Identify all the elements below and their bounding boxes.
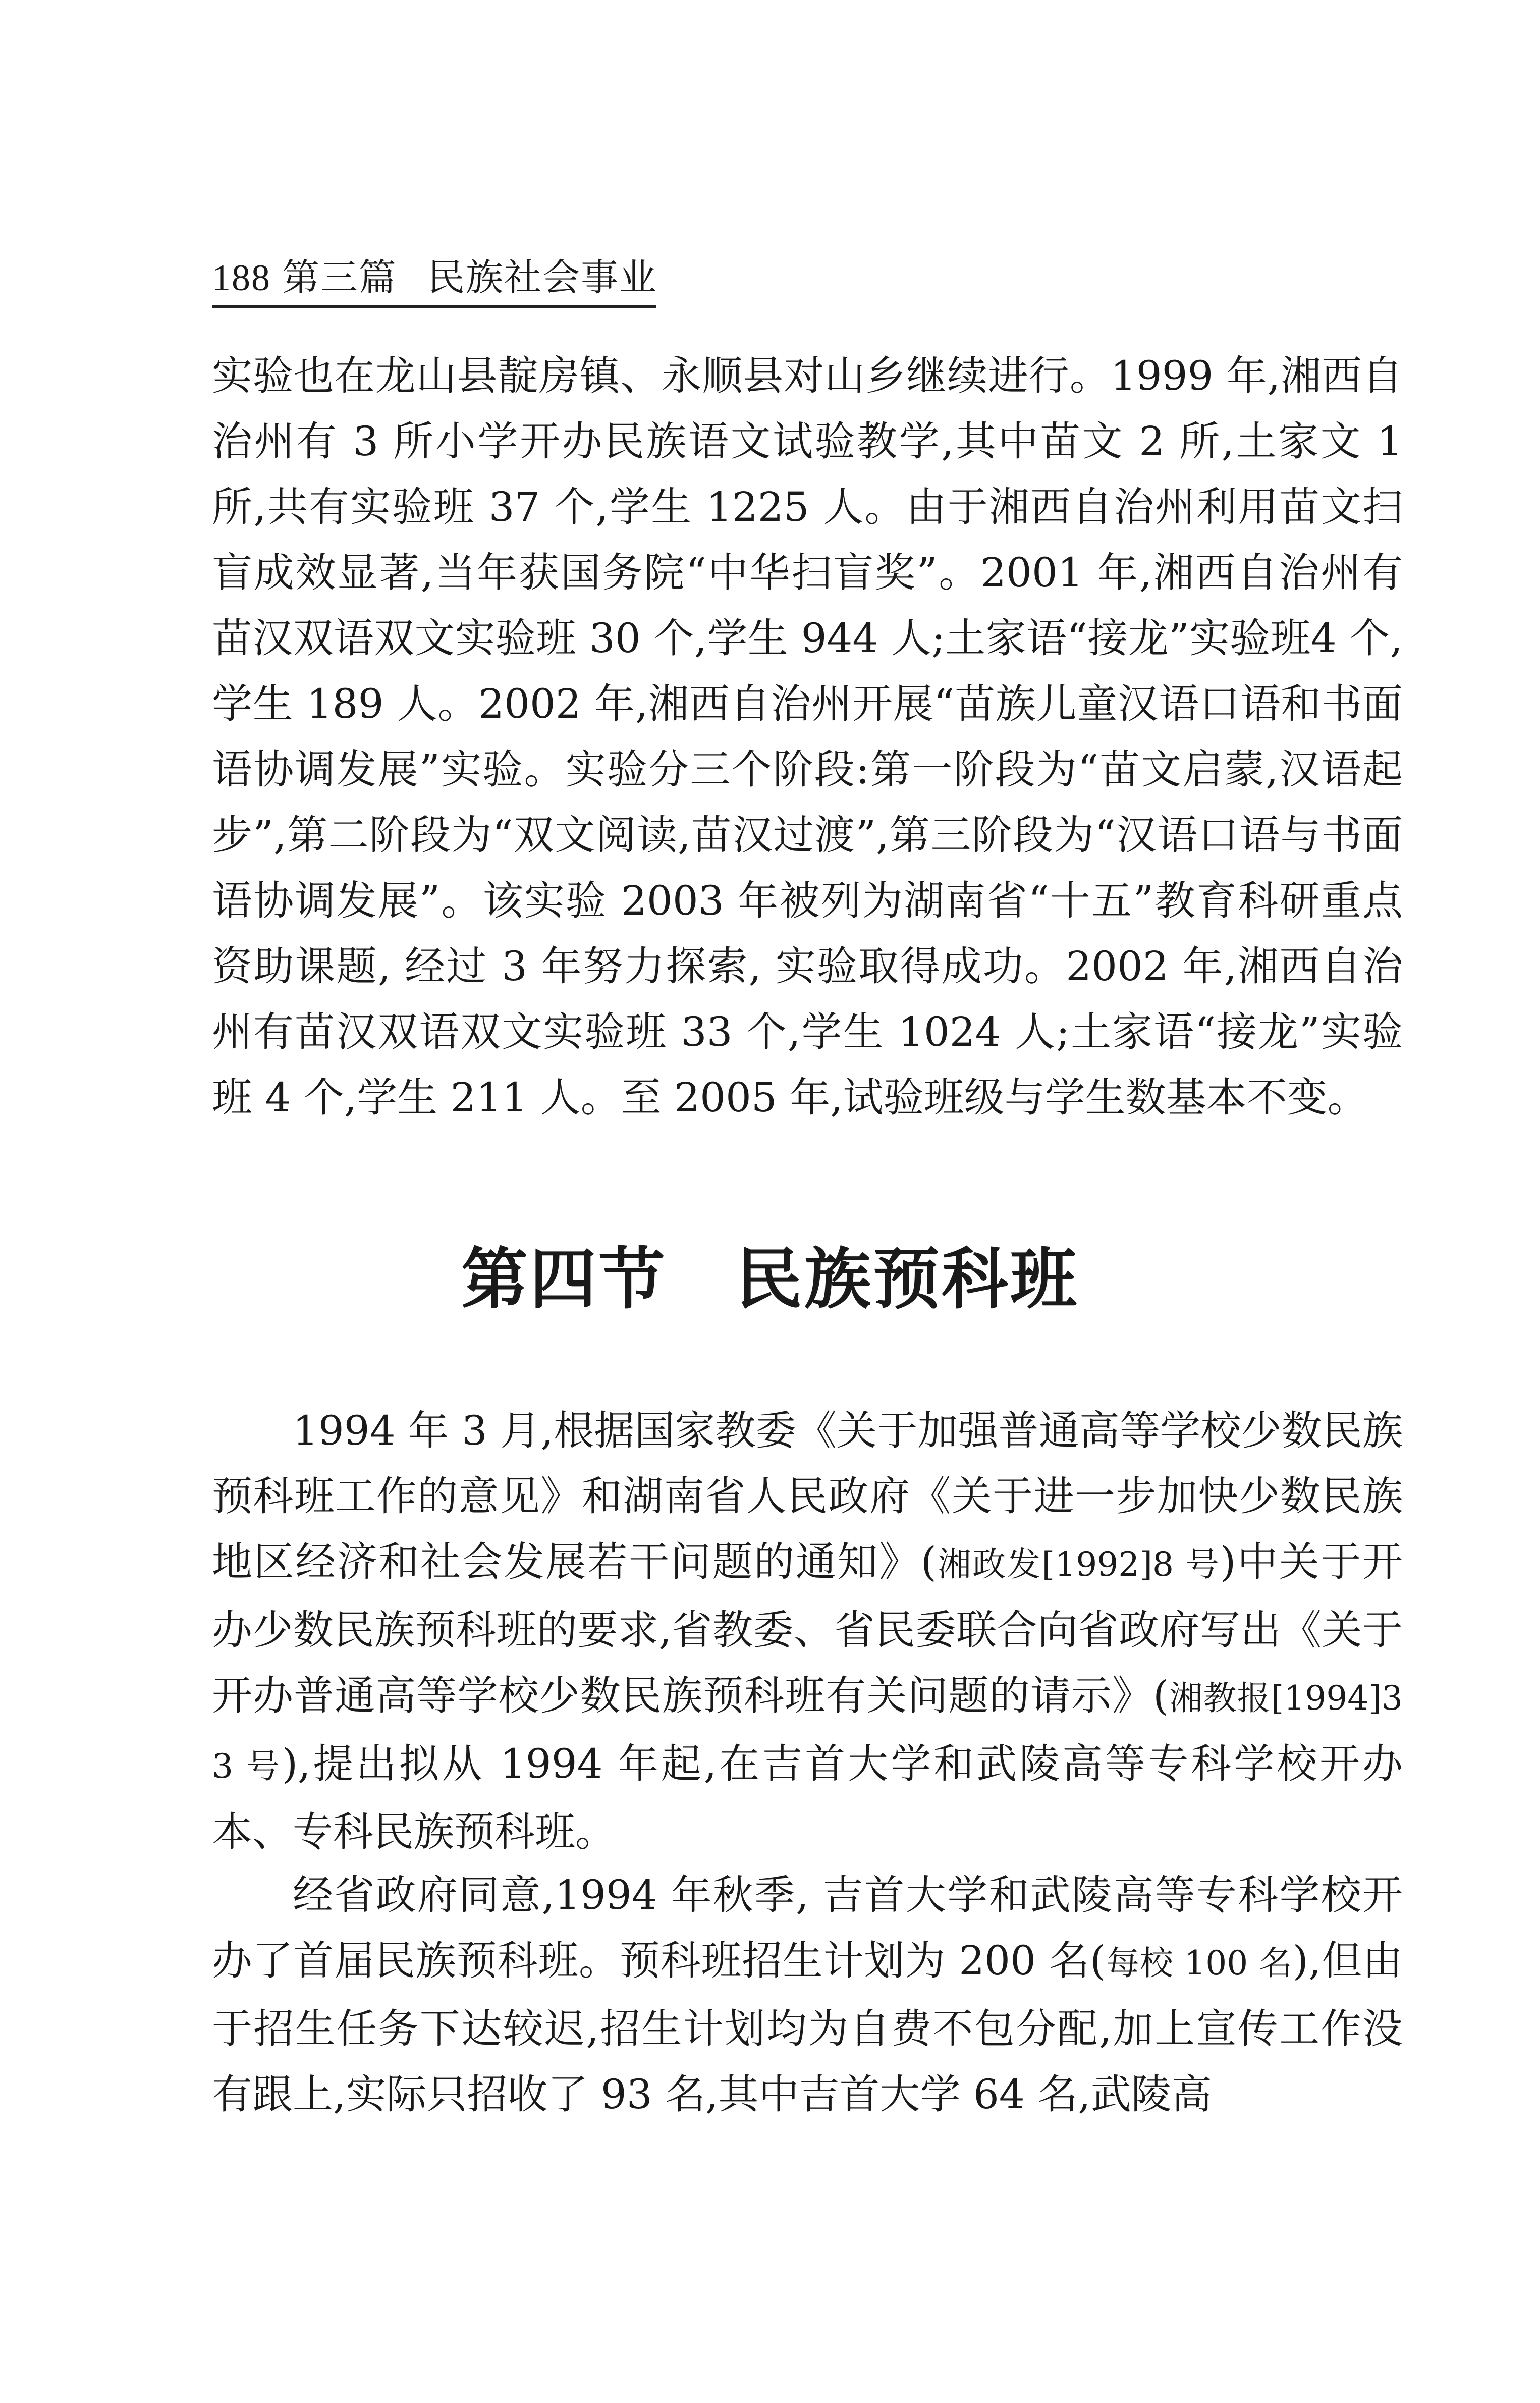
running-header [212, 250, 656, 308]
paragraph-2-text-a: 1994 年 3 月,根据国家教委《关于加强普通高等学校少数民族预科班工作的意见》和湖南省人民政府《关于进一步加快少数民族地区经济和社会发展若干问题的通知》( [212, 1407, 1403, 1585]
paragraph-3 [212, 1862, 1403, 2127]
paragraph-3-text-a: 经省政府同意,1994 年秋季, 吉首大学和武陵高等专科学校开办了首届民族预科班。预科班招生计划为 200 名( [212, 1872, 1403, 1984]
paragraph-2-text-c: ),提出拟从 1994 年起,在吉首大学和武陵高等专科学校开办本、专科民族预科班。 [212, 1740, 1403, 1855]
document-number-note-2: 湘教报[1994]33 号 [212, 1679, 1403, 1786]
paragraph-2-text-b: )中关于开办少数民族预科班的要求,省教委、省民委联合向省政府写出《关于开办普通高等学校少数民族预科班有关问题的请示》( [212, 1538, 1403, 1719]
paragraph-3-text-b: ),但由于招生任务下达较迟,招生计划均为自费不包分配,加上宣传工作没有跟上,实际只招收了 93 名,其中吉首大学 64 名,武陵高 [212, 1937, 1403, 2118]
quota-note: 每校 100 名 [1106, 1944, 1293, 1983]
paragraph-2 [212, 1398, 1403, 1865]
section-heading: 第四节 民族预科班 [461, 1241, 1079, 1318]
page-number: 188 [212, 257, 271, 299]
part-label: 第三篇 [282, 256, 397, 299]
paragraph-1: 实验也在龙山县靛房镇、永顺县对山乡继续进行。1999 年,湘西自治州有 3 所小学开办民族语文试验教学,其中苗文 2 所,土家文 1 所,共有实验班 37 个,学生 1225 人。由于湘西自治州利用苗文扫盲成效显著,当年获国务院“中华扫盲奖”。2001 年,湘西自治州有苗汉双语双文实验班 30 个,学生 944 人;土家语“接龙”实验班4 个,学生 189 人。2002 年,湘西自治州开展“苗族儿童汉语口语和书面语协调发展”实验。实验分三个阶段:第一阶段为“苗文启蒙,汉语起步”,第二阶段为“双文阅读,苗汉过渡”,第三阶段为“汉语口语与书面语协调发展”。该实验 2003 年被列为湖南省“十五”教育科研重点资助课题, 经过 3 年努力探索, 实验取得成功。2002 年,湘西自治州有苗汉双语双文实验班 33 个,学生 1024 人;土家语“接龙”实验班 4 个,学生 211 人。至 2005 年,试验班级与学生数基本不变。 [212, 352, 1403, 1121]
part-title: 民族社会事业 [427, 256, 657, 299]
document-number-note-1: 湘政发[1992]8 号 [937, 1545, 1221, 1584]
